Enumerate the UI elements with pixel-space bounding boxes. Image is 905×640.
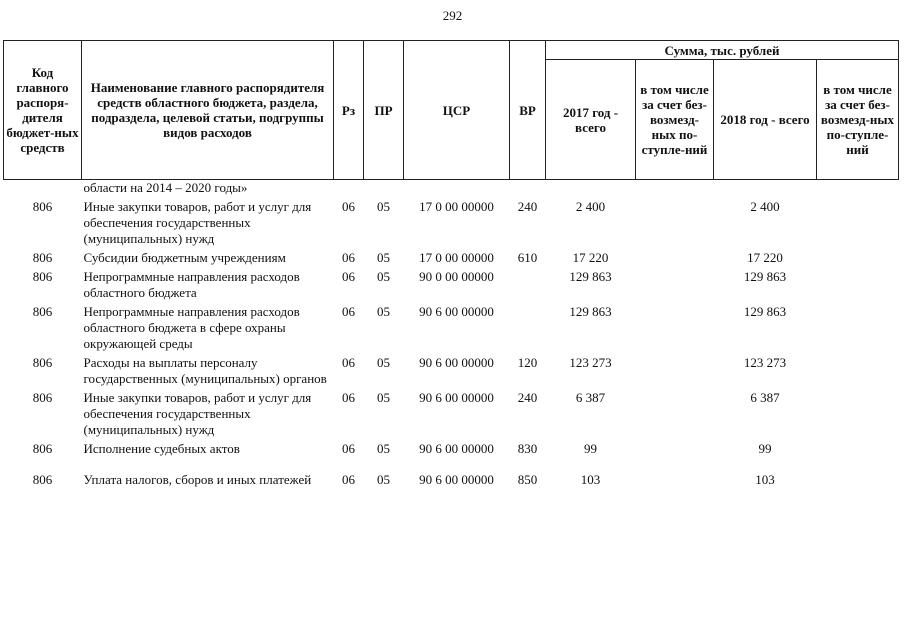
- table-row: [4, 247, 899, 266]
- row-2017-total: 129 863: [569, 269, 612, 284]
- row-csr: 17 0 00 00000: [419, 199, 494, 214]
- header-pr: ПР: [364, 41, 404, 180]
- row-2018-free: [817, 457, 899, 488]
- row-csr: 90 0 00 00000: [419, 269, 494, 284]
- row-2018-free: [817, 196, 899, 247]
- row-2017-total: 6 387: [575, 390, 606, 405]
- row-2018-free: [817, 247, 899, 266]
- header-2017-free: в том числе за счет без-возмезд-ных по-ступле-ний: [636, 60, 714, 180]
- row-name: Расходы на выплаты персоналу государственных (муниципальных) органов: [83, 355, 327, 386]
- row-2018-total: 2 400: [750, 199, 780, 214]
- row-2017-free: [636, 438, 714, 457]
- row-vr: [510, 301, 546, 352]
- row-rz: 06: [342, 199, 355, 214]
- row-2017-free: [636, 352, 714, 387]
- table-body: [4, 180, 899, 489]
- row-2018-total: 99: [758, 441, 772, 456]
- row-2018-total: 129 863: [743, 304, 787, 319]
- row-pr: 05: [377, 199, 390, 214]
- row-csr: 17 0 00 00000: [419, 250, 494, 265]
- row-code: 806: [32, 250, 53, 265]
- row-rz: 06: [342, 355, 355, 370]
- table-row: [4, 387, 899, 438]
- continuation-row: [4, 180, 899, 197]
- row-2017-free: [636, 196, 714, 247]
- header-sum: Сумма, тыс. рублей: [546, 41, 899, 60]
- row-rz: 06: [342, 390, 355, 405]
- row-2017-free: [636, 387, 714, 438]
- header-name: Наименование главного распорядителя средств областного бюджета, раздела, подраздела, целевой статьи, подгруппы видов расходов: [82, 41, 334, 180]
- row-vr: 240: [517, 199, 538, 214]
- row-2018-total: 123 273: [743, 355, 787, 370]
- row-code: 806: [32, 269, 53, 284]
- row-csr: 90 6 00 00000: [419, 390, 494, 405]
- row-pr: 05: [377, 269, 390, 284]
- row-2017-total: 123 273: [569, 355, 612, 370]
- row-2018-free: [817, 301, 899, 352]
- row-2018-free: [817, 352, 899, 387]
- row-pr: 05: [377, 390, 390, 405]
- row-pr: 05: [377, 250, 390, 265]
- row-vr: 830: [517, 441, 538, 456]
- row-name: Иные закупки товаров, работ и услуг для обеспечения государственных (муниципальных) нужд: [83, 199, 312, 246]
- page-number: 292: [442, 8, 463, 23]
- row-2018-free: [817, 266, 899, 301]
- row-pr: 05: [377, 472, 390, 487]
- row-code: 806: [32, 199, 53, 214]
- row-vr: [510, 266, 546, 301]
- row-rz: 06: [342, 250, 355, 265]
- row-name: Уплата налогов, сборов и иных платежей: [83, 472, 312, 487]
- row-2018-total: 129 863: [743, 269, 787, 284]
- row-code: 806: [32, 441, 53, 456]
- row-2017-total: 129 863: [569, 304, 612, 319]
- row-pr: 05: [377, 304, 390, 319]
- header-code: Код главного распоря-дителя бюджет-ных средств: [4, 41, 82, 180]
- row-vr: 120: [517, 355, 538, 370]
- row-2017-total: 103: [580, 472, 601, 487]
- row-2017-free: [636, 301, 714, 352]
- row-csr: 90 6 00 00000: [419, 355, 494, 370]
- header-2018-total: 2018 год - всего: [714, 60, 817, 180]
- row-rz: 06: [342, 441, 355, 456]
- table-row: [4, 457, 899, 488]
- row-2017-free: [636, 457, 714, 488]
- row-vr: 610: [517, 250, 538, 265]
- row-2017-total: 2 400: [575, 199, 606, 214]
- row-vr: 240: [517, 390, 538, 405]
- table-row: [4, 352, 899, 387]
- row-2018-total: 6 387: [750, 390, 780, 405]
- row-code: 806: [32, 304, 53, 319]
- row-2018-total: 103: [755, 472, 775, 487]
- row-pr: 05: [377, 441, 390, 456]
- table-header: [4, 41, 899, 180]
- row-name: Иные закупки товаров, работ и услуг для обеспечения государственных (муниципальных) нужд: [83, 390, 312, 437]
- row-csr: 90 6 00 00000: [419, 304, 494, 319]
- header-rz: Рз: [334, 41, 364, 180]
- header-csr: ЦСР: [404, 41, 510, 180]
- row-2017-free: [636, 266, 714, 301]
- row-2018-free: [817, 438, 899, 457]
- table-row: [4, 301, 899, 352]
- row-name: Непрограммные направления расходов областного бюджета в сфере охраны окружающей среды: [83, 304, 300, 351]
- row-2018-free: [817, 387, 899, 438]
- row-name: Исполнение судебных актов: [83, 441, 240, 456]
- row-2017-total: 99: [584, 441, 597, 456]
- row-rz: 06: [342, 304, 355, 319]
- header-vr: ВР: [510, 41, 546, 180]
- row-csr: 90 6 00 00000: [419, 472, 494, 487]
- row-csr: 90 6 00 00000: [419, 441, 494, 456]
- table-row: [4, 266, 899, 301]
- table-row: [4, 438, 899, 457]
- header-2018-free: в том числе за счет без-возмезд-ных по-ступле-ний: [817, 60, 899, 180]
- row-code: 806: [32, 355, 53, 370]
- row-2017-total: 17 220: [572, 250, 609, 265]
- continuation-text: области на 2014 – 2020 годы»: [83, 180, 248, 195]
- row-rz: 06: [342, 472, 355, 487]
- header-2017-total: 2017 год - всего: [546, 60, 636, 180]
- row-2017-free: [636, 247, 714, 266]
- row-code: 806: [32, 390, 53, 405]
- row-code: 806: [32, 472, 53, 487]
- budget-table: [3, 40, 899, 488]
- row-vr: 850: [517, 472, 538, 487]
- row-pr: 05: [377, 355, 390, 370]
- row-name: Субсидии бюджетным учреждениям: [83, 250, 286, 265]
- row-rz: 06: [342, 269, 355, 284]
- row-2018-total: 17 220: [747, 250, 783, 265]
- row-name: Непрограммные направления расходов областного бюджета: [83, 269, 300, 300]
- table-row: [4, 196, 899, 247]
